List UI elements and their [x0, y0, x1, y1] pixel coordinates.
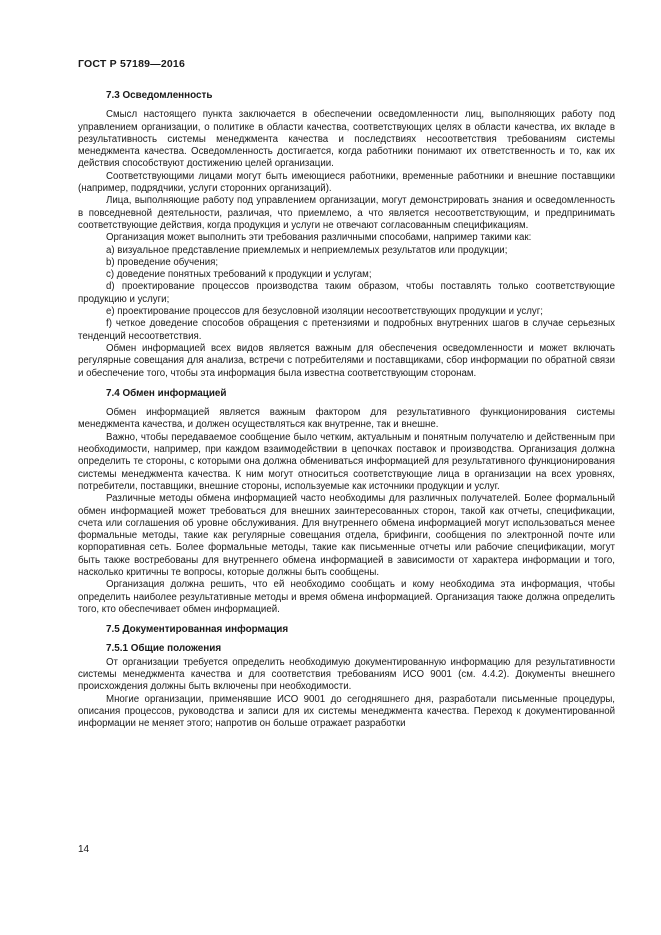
paragraph: Обмен информацией всех видов является важным для обеспечения осведомленности и может включать регулярные совещания для анализа, встречи с потребителями и поставщиками, сбор информации по обратной связи и обеспечение того, чтобы эта информация была известна соответствующим сторонам.	[78, 342, 615, 379]
list-item: а) визуальное представление приемлемых и неприемлемых результатов или продукции;	[106, 244, 508, 256]
list-item: d) проектирование процессов производства таким образом, чтобы поставлять только соответствующие продукцию и услуги;	[78, 281, 615, 305]
paragraph: Важно, чтобы передаваемое сообщение было четким, актуальным и понятным получателю и действенным при необходимости, например, при каждом взаимодействии в цепочках поставок и производства. Организация должна определить те стороны, с которыми она должна обмениваться информацией для результативного функционирования системы менеджмента качества. К ним могут относиться соответствующие лица в организации на всех уровнях, потребители, поставщики, внешние стороны, используемые как источники продукции и услуг.	[78, 431, 615, 492]
list-item: b) проведение обучения;	[106, 256, 219, 268]
section-title-7-3: 7.3 Осведомленность	[106, 90, 213, 101]
section-title-7-4: 7.4 Обмен информацией	[106, 387, 227, 399]
list-item: f) четкое доведение способов обращения с претензиями и подробных внутренних шагов в случае серьезных тенденций несоответствия.	[78, 318, 615, 342]
paragraph: Организация может выполнить эти требования различными способами, например такими как:	[106, 232, 532, 244]
paragraph: Организация должна решить, что ей необходимо сообщать и кому необходима эта информация, чтобы определить наиболее результативные методы и время обмена информацией. Организация также должна определить того, кто обеспечивает обмен информацией.	[78, 579, 615, 615]
paragraph: Многие организации, применявшие ИСО 9001 до сегодняшнего дня, разработали письменные процедуры, описания процессов, руководства и записи для их системы менеджмента качества. Переход к документированной информации не меняет этого; напротив он больше отражает разработки	[78, 693, 615, 730]
subsection-title-7-5-1: 7.5.1 Общие положения	[106, 643, 222, 655]
list-item: с) доведение понятных требований к продукции и услугам;	[106, 269, 372, 281]
document-body	[78, 90, 615, 731]
paragraph: Обмен информацией является важным фактором для результативного функционирования системы менеджмента качества, и должен осуществляться как внутренне, так и внешне.	[78, 407, 615, 431]
standard-header: ГОСТ Р 57189—2016	[78, 58, 186, 70]
paragraph: Лица, выполняющие работу под управлением организации, могут демонстрировать знания и осведомленность в повседневной деятельности, различая, что приемлемо, а что является несоответствующим, и предпринимать соответствующие действия, когда продукция и услуги не отвечают согласованным спецификациям.	[78, 195, 615, 231]
page-number: 14	[78, 844, 90, 855]
paragraph: Соответствующими лицами могут быть имеющиеся работники, временные работники и внешние поставщики (например, подрядчики, услуги сторонних организаций).	[78, 170, 615, 195]
list-item: е) проектирование процессов для безусловной изоляции несоответствующих продукции и услуг;	[106, 306, 543, 318]
paragraph: Смысл настоящего пункта заключается в обеспечении осведомленности лиц, выполняющих работу под управлением организации, о политике в области качества, соответствующих целях в области качества, их вкладе в результативность системы менеджмента качества и последствиях несоответствия требованиям системы менеджмента качества. Осведомленность достигается, когда работники понимают их ответственность и то, как их действия способствуют достижению целей организации.	[78, 109, 615, 170]
paragraph: Различные методы обмена информацией часто необходимы для различных получателей. Более формальный обмен информацией может требоваться для внешних заинтересованных сторон, такой как отчеты, спецификации, счета или соглашения об уровне обслуживания. Для внутреннего обмена информацией могут использоваться менее формальные методы, такие как регулярные совещания отдела, брифинги, сообщения по электронной почте или корпоративная сеть. Более формальные методы, такие как письменные отчеты или рабочие спецификации, могут быть также востребованы для внутреннего обмена информацией в зависимости от характера информации и того, насколько критичны те вопросы, которые должны быть сообщены.	[78, 493, 615, 578]
section-title-7-5: 7.5 Документированная информация	[106, 624, 289, 636]
paragraph: От организации требуется определить необходимую документированную информацию для результативности системы менеджмента качества и для соответствия требованиям ИСО 9001 (см. 4.4.2). Документы внешнего происхождения должны быть включены при необходимости.	[78, 656, 615, 693]
